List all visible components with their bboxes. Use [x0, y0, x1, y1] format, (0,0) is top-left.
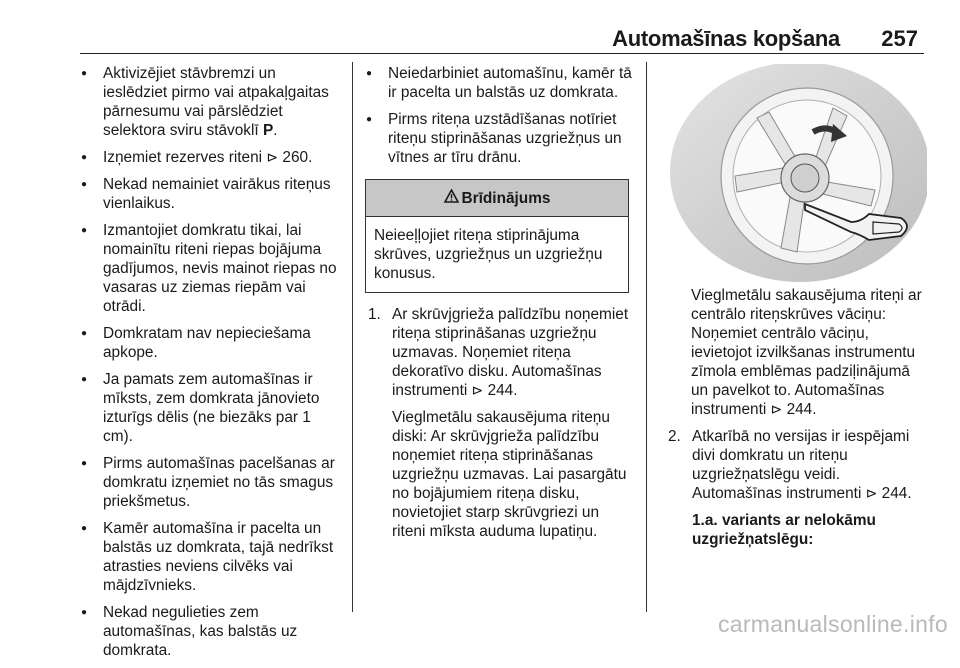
reference-arrow-icon: ⊳ [471, 382, 484, 398]
precaution-list-2 [365, 64, 635, 167]
step-paragraph: Vieglmetālu sakausējuma riteņu diski: Ar skrūvjgrieža palīdzību noņemiet riteņa stiprināšanas uzgriežņu uzmavas. Lai pasargātu no bojājumiem riteņa disku, novietojiet starp skrūvgriezi un riteni mīksta auduma lupatiņu. [392, 409, 627, 540]
column-3 [665, 64, 930, 557]
list-item: ● Aktivizējiet stāvbremzi un ieslēdziet pirmo vai atpakaļgaitas pārnesumu vai pārslēdziet selektora sviru stāvoklī P. [80, 64, 342, 140]
steps-list-1 [365, 305, 635, 541]
column-divider-2 [646, 62, 647, 612]
list-item: ● Pirms automašīnas pacelšanas ar domkratu izņemiet no tās smagus priekšmetus. [80, 454, 342, 511]
section-title: Automašīnas kopšana [612, 26, 840, 51]
column-divider-1 [352, 62, 353, 612]
reference-arrow-icon: ⊳ [865, 485, 878, 501]
list-item: ● Pirms riteņa uzstādīšanas notīriet riteņu stiprināšanas uzgriežņus un vītnes ar tīru drānu. [365, 110, 635, 167]
page-reference-link[interactable]: 244. [487, 382, 518, 399]
warning-triangle-icon [444, 189, 459, 208]
step-item: 1. Ar skrūvjgrieža palīdzību noņemiet riteņa stiprināšanas uzgriežņu uzmavas. Noņemiet riteņa dekoratīvo disku. Automašīnas instrumenti ⊳ 244. Vieglmetālu sakausējuma riteņu diski: Ar skrūvjgrieža palīdzību noņemiet riteņa stiprināšanas uzgriežņu uzmavas. Lai pasargātu no bojājumiem riteņa disku, novietojiet starp skrūvgriezi un riteni mīksta auduma lupatiņu. [365, 305, 635, 541]
warning-text: Neieeļļojiet riteņa stiprinājuma skrūves, uzgriežņus un uzgriežņu konusus. [374, 227, 603, 282]
column-1 [80, 64, 342, 668]
steps-list-2 [665, 427, 930, 549]
step-item: 2. Atkarībā no versijas ir iespējami divi domkratu un riteņu uzgriežņatslēgu veidi. Automašīnas instrumenti ⊳ 244. 1.a. variants ar nelokāmu uzgriežņatslēgu: [665, 427, 930, 549]
warning-box [365, 179, 629, 293]
header-divider [80, 53, 924, 54]
reference-arrow-icon: ⊳ [770, 401, 783, 417]
step-number: 2. [668, 428, 681, 445]
list-item: ● Kamēr automašīna ir pacelta un balstās uz domkrata, tajā nedrīkst atrasties neviens cilvēks vai mājdzīvnieks. [80, 519, 342, 595]
watermark: carmanualsonline.info [717, 611, 948, 637]
step-number: 1. [368, 306, 381, 323]
page-reference-link[interactable]: 244. [881, 485, 912, 502]
list-item: ● Neiedarbiniet automašīnu, kamēr tā ir pacelta un balstās uz domkrata. [365, 64, 635, 102]
warning-title: Brīdinājums [461, 189, 551, 207]
list-item: ● Nekad nemainiet vairākus riteņus vienlaikus. [80, 175, 342, 213]
list-item: ● Domkratam nav nepieciešama apkope. [80, 324, 342, 362]
warning-header [366, 180, 628, 217]
precaution-list-1 [80, 64, 342, 660]
page-header [0, 0, 960, 56]
column-2 [365, 64, 635, 549]
illustration-caption: Vieglmetālu sakausējuma riteņi ar centrālo riteņskrūves vāciņu: Noņemiet centrālo vāciņu, ievietojot izvilkšanas instrumentu zīmola emblēmas padziļinājumā un pavelkot to. Automašīnas instrumenti ⊳ 244. [691, 287, 922, 418]
list-item: ● Ja pamats zem automašīnas ir mīksts, zem domkrata jānovieto izturīgs dēlis (ne biezāks par 1 cm). [80, 370, 342, 446]
list-item: ● Izņemiet rezerves riteni ⊳ 260. [80, 148, 342, 167]
list-item: ● Izmantojiet domkratu tikai, lai nomainītu riteni riepas bojājuma gadījumos, nevis mainot riepas no vasaras uz ziemas riepām vai otrādi. [80, 221, 342, 316]
page-reference-link[interactable]: 260. [282, 149, 313, 166]
reference-arrow-icon: ⊳ [266, 149, 279, 165]
wheel-center-cap-illustration [665, 64, 927, 284]
page-number: 257 [881, 26, 918, 51]
page-reference-link[interactable]: 244. [786, 401, 817, 418]
list-item: ● Nekad negulieties zem automašīnas, kas balstās uz domkrata. [80, 603, 342, 660]
step-subheading: 1.a. variants ar nelokāmu uzgriežņatslēgu: [692, 512, 876, 548]
